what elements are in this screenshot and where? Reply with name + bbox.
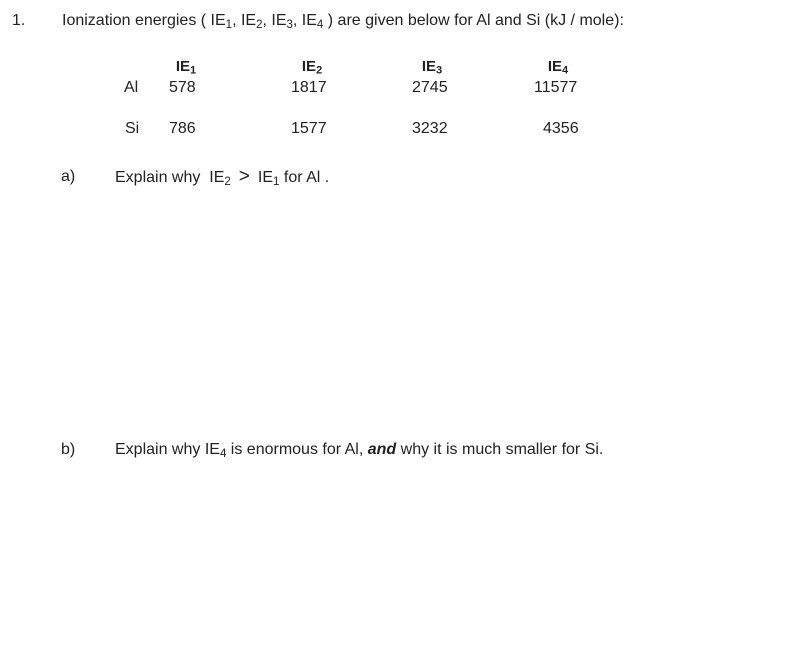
part-a-question [115, 166, 329, 188]
header-ie4: $IE_4$ [547, 58, 569, 77]
cell-al-ie3: 2745 [412, 79, 448, 96]
header-ie3: $IE_3$ [421, 58, 443, 77]
intro-suffix: ) are given below for Al and Si (kJ / mole): [323, 12, 624, 29]
cell-si-ie1: 786 [169, 120, 196, 137]
separator: , [292, 12, 302, 29]
separator: , [262, 12, 272, 29]
cell-si-ie2: 1577 [291, 120, 327, 137]
row-label-al: Al [124, 79, 139, 96]
part-a-label: a) [61, 168, 76, 185]
part-a-ie-right: IE [257, 169, 274, 186]
header-ie2: $IE_2$ [301, 58, 323, 77]
ie4-symbol: IE [301, 12, 317, 29]
part-b-question [115, 441, 603, 459]
part-b-suffix: why it is much smaller for Si. [396, 441, 604, 458]
part-b-sub: 4 [219, 447, 227, 460]
question-intro [62, 12, 624, 30]
cell-si-ie3: 3232 [412, 120, 448, 137]
cell-al-ie1: 578 [169, 79, 196, 96]
ie1-symbol: IE [210, 12, 226, 29]
part-a-prefix: Explain why [115, 169, 210, 186]
ie3-subscript: 3 [286, 18, 293, 31]
part-a-sub-right: 1 [273, 175, 280, 188]
part-b-prefix: Explain why [115, 441, 205, 458]
ie4-subscript: 4 [316, 18, 324, 31]
ie2-subscript: 2 [256, 18, 263, 31]
ie1-subscript: 1 [225, 18, 233, 31]
part-a-suffix: for Al . [279, 169, 330, 186]
ie3-symbol: IE [271, 12, 287, 29]
greater-than-sign: > [238, 166, 250, 187]
ie2-symbol: IE [240, 12, 257, 29]
cell-si-ie4: 4356 [543, 120, 579, 137]
question-number: 1. [12, 12, 26, 29]
part-a-sub-left: 2 [224, 175, 231, 188]
header-ie1: $IE_1$ [175, 58, 197, 77]
row-label-si: Si [125, 120, 140, 137]
cell-al-ie4: 11577 [534, 79, 578, 96]
cell-al-ie2: 1817 [291, 79, 327, 96]
part-a-ie-left: IE [209, 169, 225, 186]
part-b-label: b) [61, 441, 76, 458]
part-b-middle: is enormous for Al, [226, 441, 368, 458]
part-b-emphasis: and [367, 441, 397, 458]
intro-prefix: Ionization energies ( [62, 12, 211, 29]
separator: , [232, 12, 241, 29]
part-b-ie: IE [204, 441, 220, 458]
